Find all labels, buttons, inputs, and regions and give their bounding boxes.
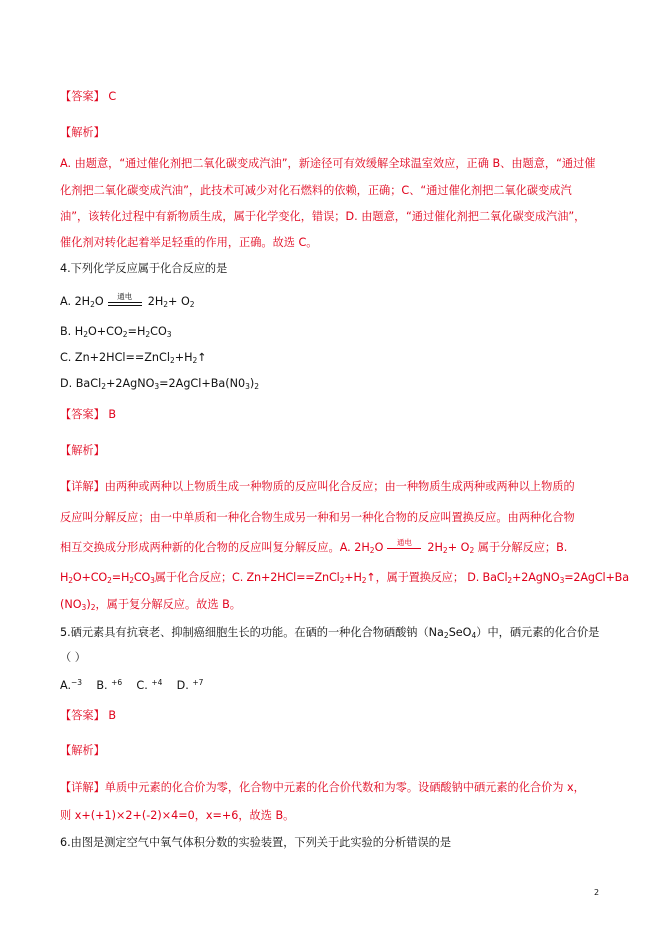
q3-analysis-line-3: 油”，该转化过程中有新物质生成，属于化学变化，错误；D. 由题意，“通过催化剂把二氧化碳变成汽油”， bbox=[60, 210, 586, 223]
q3-analysis-line-1: A. 由题意，“通过催化剂把二氧化碳变成汽油”，新途径可有效缓解全球温室效应，正确 B、由题意，“通过催 bbox=[60, 157, 596, 170]
answer-value: B bbox=[108, 709, 117, 722]
answer-value: C bbox=[108, 90, 117, 103]
q3-analysis-line-2: 化剂把二氧化碳变成汽油”，此技术可减少对化石燃料的依赖，正确；C、“通过催化剂把二氧化碳变成汽 bbox=[60, 184, 572, 197]
q3-answer bbox=[60, 90, 116, 104]
q4-option-a: A. $2H_2O$ 通电 $2H_2+ O_2$ bbox=[60, 292, 195, 309]
q5-detail-line-1: 【详解】单质中元素的化合价为零，化合物中元素的化合价代数和为零。设硒酸钠中硒元素的化合价为 x， bbox=[60, 781, 585, 794]
q4-detail-line-2: 反应叫分解反应；由一中单质和一种化合物生成另一种和另一种化合物的反应叫置换反应。由两种化合物 bbox=[60, 511, 575, 524]
q4-detail-line-5: $(NO_3)_2$，属于复分解反应。故选 B。 bbox=[60, 598, 241, 612]
q5-option-b: B. $^{+6}$ bbox=[96, 678, 123, 692]
q3-analysis-line-4: 催化剂对转化起着举足轻重的作用，正确。故选 C。 bbox=[60, 236, 318, 249]
q4-option-d: D. $BaCl_2+2AgNO_3=2AgCl+Ba(N0_3)_2$ bbox=[60, 377, 260, 391]
detail-tag: 【详解】 bbox=[60, 480, 105, 493]
q4-detail-line-1: 【详解】由两种或两种以上物质生成一种物质的反应叫化合反应；由一种物质生成两种或两种以上物质的 bbox=[60, 480, 575, 493]
q4-analysis-tag: 【解析】 bbox=[60, 444, 105, 457]
q5-option-d: D. $^{+7}$ bbox=[176, 678, 204, 692]
q5-detail-line-2: 则 x+(+1)×2+(-2)×4=0，x=+6，故选 B。 bbox=[60, 809, 295, 822]
q5-answer bbox=[60, 709, 116, 723]
answer-tag: 【答案】 bbox=[60, 408, 105, 421]
reaction-condition-arrow: 通电 bbox=[108, 294, 142, 308]
answer-tag: 【答案】 bbox=[60, 709, 105, 722]
q5-option-a: A.$^{-3}$ bbox=[60, 678, 83, 692]
answer-tag: 【答案】 bbox=[60, 90, 105, 103]
q4-stem: 4.下列化学反应属于化合反应的是 bbox=[60, 262, 228, 275]
answer-value: B bbox=[108, 408, 117, 421]
q4-option-b: B. $H_2O+CO_2=H_2CO_3$ bbox=[60, 325, 172, 339]
q4-detail-line-3: 相互交换成分形成两种新的化合物的反应叫复分解反应。A. $2H_2O$ 通电 $2H_2+ O_2$ 属于分解反应；B. bbox=[60, 538, 568, 555]
q5-analysis-tag: 【解析】 bbox=[60, 744, 105, 757]
reaction-condition-arrow: 通电 bbox=[387, 540, 421, 554]
page-number: 2 bbox=[594, 888, 600, 897]
q4-answer bbox=[60, 408, 116, 422]
q6-stem: 6.由图是测定空气中氧气体积分数的实验装置，下列关于此实验的分析错误的是 bbox=[60, 836, 452, 849]
q3-analysis-tag: 【解析】 bbox=[60, 126, 105, 139]
q5-stem: 5.硒元素具有抗衰老、抑制癌细胞生长的功能。在硒的一种化合物硒酸钠$(Na_2SeO_4)$中，硒元素的化合价是 bbox=[60, 626, 600, 640]
q5-options bbox=[60, 679, 203, 693]
q5-answer-paren: （ ） bbox=[60, 651, 86, 664]
q4-detail-line-4: $H_2O+CO_2=H_2CO_3$属于化合反应；C. $Zn+2HCl==ZnCl_2+H_2↑$，属于置换反应； D. BaCl$_2$+2AgNO$_3$=2AgCl+Ba bbox=[60, 571, 629, 585]
detail-tag: 【详解】 bbox=[60, 781, 105, 794]
q5-option-c: C. $^{+4}$ bbox=[136, 678, 163, 692]
q4-option-c: C. $Zn+2HCl==ZnCl_2+H_2↑$ bbox=[60, 351, 207, 365]
